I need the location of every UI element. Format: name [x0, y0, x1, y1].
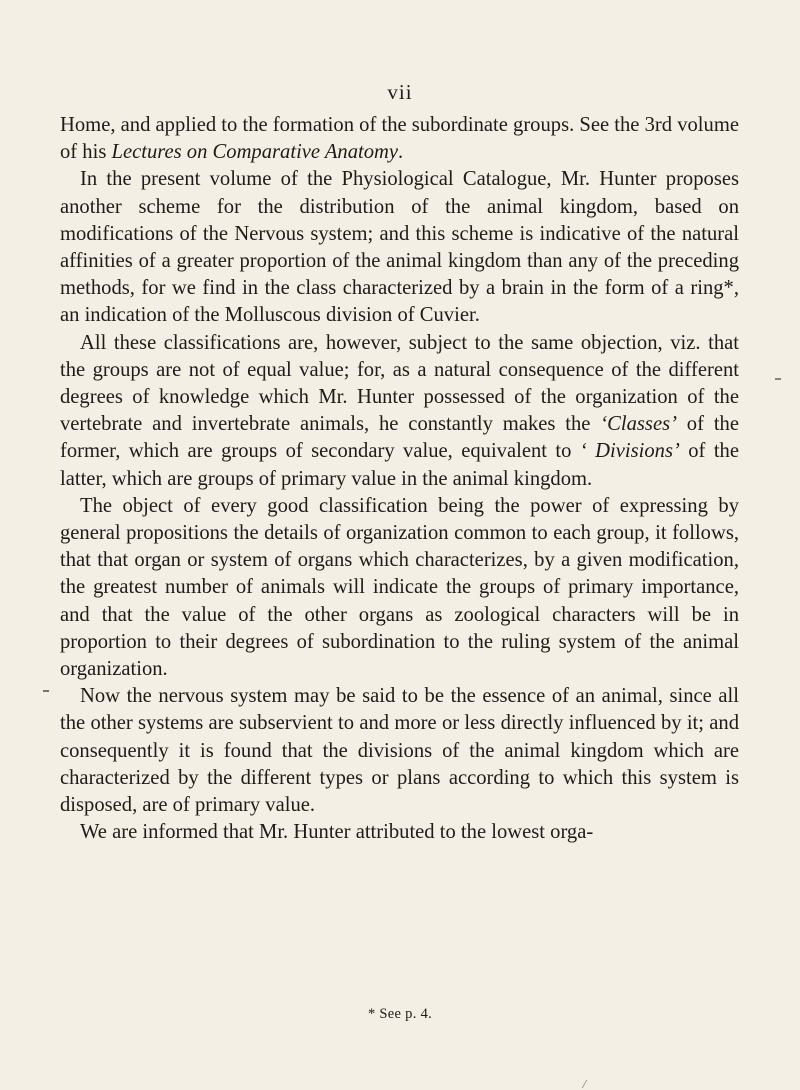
page-corner-mark	[582, 1080, 596, 1088]
term-classes: ‘Classes’	[600, 413, 677, 436]
paragraph-1-end: .	[398, 141, 404, 164]
paragraph-1	[60, 112, 739, 166]
book-title-lectures: Lectures on Comparative Anatomy	[111, 141, 399, 164]
paragraph-3	[60, 330, 739, 493]
paragraph-3-part-2: of the former, which are groups of secondary value, equivalent to	[60, 413, 739, 463]
paragraph-3-part-3: of the latter, which are groups of primary value in the animal kingdom.	[60, 440, 739, 490]
page-body	[60, 112, 739, 846]
paragraph-3-part-1: All these classifications are, however, subject to the same objection, viz. that the groups are not of equal value; for, as a natural consequence of the different degrees of knowledge which Mr. Hunter possessed of the organization of the vertebrate and invertebrate animals, he constantly makes the	[60, 331, 739, 436]
paragraph-1-text: Home, and applied to the formation of the subordinate groups. See the 3rd volume of his	[60, 114, 739, 164]
page-number: vii	[387, 80, 413, 104]
margin-dash-mark	[43, 690, 49, 692]
paragraph-5: Now the nervous system may be said to be the essence of an animal, since all the other systems are subservient to and more or less directly influenced by it; and consequently it is found that the divisions of the animal kingdom which are characterized by the different types or plans according to which this system is disposed, are of primary value.	[60, 685, 739, 817]
paragraph-6: We are informed that Mr. Hunter attributed to the lowest orga-	[80, 821, 594, 844]
paragraph-4: The object of every good classification being the power of expressing by general propositions the details of organization common to each group, it follows, that that organ or system of organs which characterizes, by a given modification, the greatest number of animals will indicate the groups of primary importance, and that the value of the other organs as zoological characters will be in proportion to their degrees of subordination to the ruling system of the animal organization.	[60, 494, 739, 681]
term-divisions: ‘ Divisions’	[579, 440, 680, 463]
footnote: * See p. 4.	[367, 1006, 433, 1022]
paragraph-2: In the present volume of the Physiological Catalogue, Mr. Hunter proposes another scheme for the distribution of the animal kingdom, based on modifications of the Nervous system; and this scheme is indicative of the natural affinities of a greater proportion of the animal kingdom than any of the preceding methods, for we find in the class characterized by a brain in the form of a ring*, an indication of the Molluscous division of Cuvier.	[60, 168, 739, 327]
margin-mark	[775, 378, 781, 380]
